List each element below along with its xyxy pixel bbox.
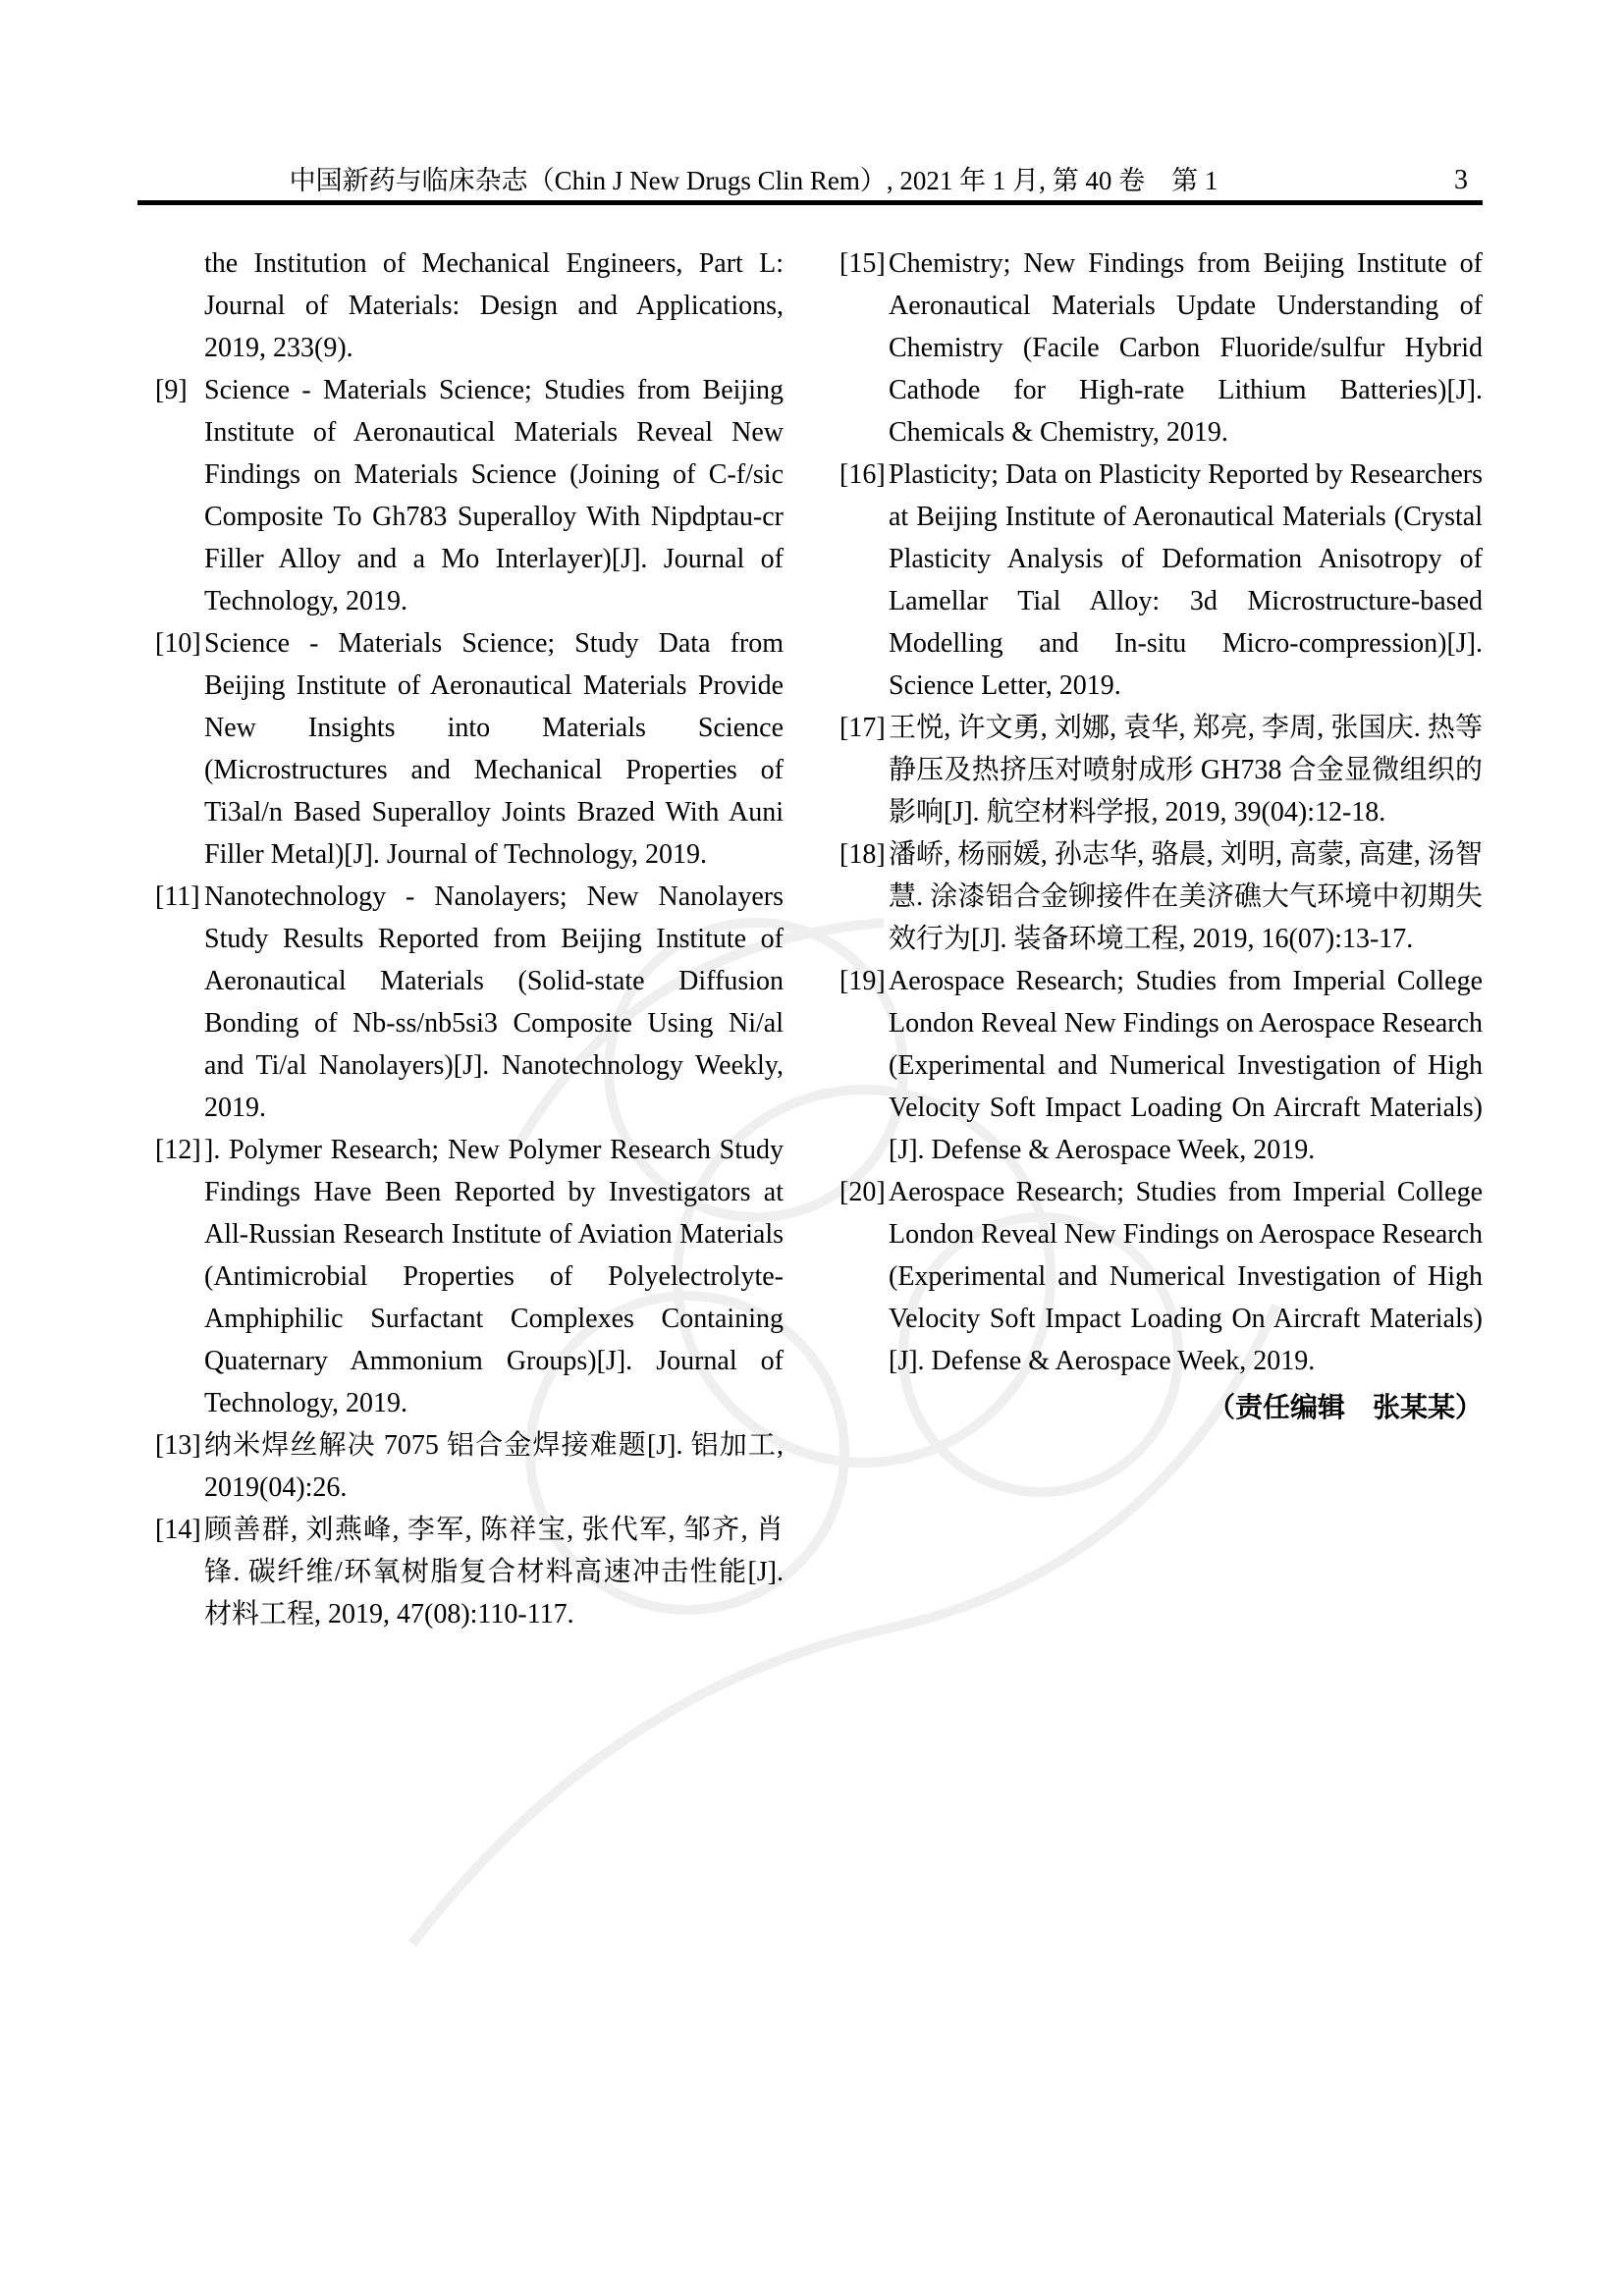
- journal-title-line: 中国新药与临床杂志（Chin J New Drugs Clin Rem）, 2021 年 1 月, 第 40 卷 第 1: [289, 166, 1218, 195]
- reference-label: [14]: [155, 1515, 201, 1545]
- reference-text: Nanotechnology - Nanolayers; New Nanolayers Study Results Reported from Beijing Institute of Aeronautical Materials (Solid-state Diffusion Bonding of Nb-ss/nb5si3 Composite Using Ni/al and Ti/al Nanolayers)[J]. Nanotechnology Weekly, 2019.: [204, 881, 784, 1123]
- reference-text: 王悦, 许文勇, 刘娜, 袁华, 郑亮, 李周, 张国庆. 热等静压及热挤压对喷射成形 GH738 合金显微组织的影响[J]. 航空材料学报, 2019, 39(04):12-18.: [889, 713, 1483, 828]
- reference-text: 潘峤, 杨丽媛, 孙志华, 骆晨, 刘明, 高蒙, 高建, 汤智慧. 涂漆铝合金铆接件在美济礁大气环境中初期失效行为[J]. 装备环境工程, 2019, 16(07):13-17.: [889, 839, 1483, 954]
- reference-text: Plasticity; Data on Plasticity Reported by Researchers at Beijing Institute of Aeronautical Materials (Crystal Plasticity Analysis of Deformation Anisotropy of Lamellar Tial Alloy: 3d Microstructure-based Modelling and In-situ Micro-compression)[J]. Science Letter, 2019.: [889, 459, 1483, 701]
- reference-text: the Institution of Mechanical Engineers, Part L: Journal of Materials: Design and Applications, 2019, 233(9).: [204, 248, 784, 363]
- reference-text: 纳米焊丝解决 7075 铝合金焊接难题[J]. 铝加工, 2019(04):26.: [204, 1430, 784, 1503]
- reference-item: [155, 1129, 784, 1424]
- reference-label: [18]: [839, 839, 886, 870]
- reference-label: [9]: [155, 375, 188, 405]
- references-left-column: [155, 242, 784, 1635]
- reference-text: Chemistry; New Findings from Beijing Institute of Aeronautical Materials Update Understanding of Chemistry (Facile Carbon Fluoride/sulfur Hybrid Cathode for High-rate Lithium Batteries)[J]. Chemicals & Chemistry, 2019.: [889, 248, 1483, 448]
- references-right-list: [839, 242, 1483, 1382]
- reference-item: [155, 1509, 784, 1635]
- reference-item: [155, 242, 784, 369]
- page-number: 3: [1454, 165, 1468, 195]
- reference-label: [16]: [839, 459, 886, 490]
- reference-text: Aerospace Research; Studies from Imperial College London Reveal New Findings on Aerospace Research (Experimental and Numerical Investigation of High Velocity Soft Impact Loading On Aircraft Materials)[J]. Defense & Aerospace Week, 2019.: [889, 1177, 1483, 1376]
- reference-text: Science - Materials Science; Studies from Beijing Institute of Aeronautical Materials Reveal New Findings on Materials Science (Joining of C-f/sic Composite To Gh783 Superalloy With Nipdptau-cr Filler Alloy and a Mo Interlayer)[J]. Journal of Technology, 2019.: [204, 375, 784, 616]
- reference-item: [839, 242, 1483, 454]
- reference-item: [839, 833, 1483, 960]
- references-right-column: [839, 242, 1483, 1635]
- reference-label: [17]: [839, 713, 886, 743]
- reference-item: [839, 454, 1483, 707]
- reference-label: [19]: [839, 966, 886, 996]
- reference-text: 顾善群, 刘燕峰, 李军, 陈祥宝, 张代军, 邹齐, 肖锋. 碳纤维/环氧树脂复合材料高速冲击性能[J]. 材料工程, 2019, 47(08):110-117.: [204, 1515, 784, 1629]
- references-section: [155, 242, 1483, 1635]
- reference-item: [155, 369, 784, 622]
- reference-label: [13]: [155, 1430, 201, 1461]
- reference-text: Science - Materials Science; Study Data from Beijing Institute of Aeronautical Materials Provide New Insights into Materials Science (Microstructures and Mechanical Properties of Ti3al/n Based Superalloy Joints Brazed With Auni Filler Metal)[J]. Journal of Technology, 2019.: [204, 628, 784, 870]
- reference-label: [12]: [155, 1135, 201, 1165]
- reference-item: [839, 1171, 1483, 1382]
- header-rule: [137, 200, 1483, 205]
- reference-text: Aerospace Research; Studies from Imperial College London Reveal New Findings on Aerospace Research (Experimental and Numerical Investigation of High Velocity Soft Impact Loading On Aircraft Materials)[J]. Defense & Aerospace Week, 2019.: [889, 966, 1483, 1165]
- reference-item: [155, 622, 784, 876]
- reference-label: [15]: [839, 248, 886, 279]
- reference-item: [155, 1424, 784, 1509]
- reference-text: ]. Polymer Research; New Polymer Research Study Findings Have Been Reported by Investigators at All-Russian Research Institute of Aviation Materials (Antimicrobial Properties of Polyelectrolyte-Amphiphilic Surfactant Complexes Containing Quaternary Ammonium Groups)[J]. Journal of Technology, 2019.: [204, 1135, 784, 1418]
- editor-note: （责任编辑 张某某）: [1207, 1392, 1483, 1422]
- reference-label: [20]: [839, 1177, 886, 1207]
- reference-item: [155, 876, 784, 1129]
- page-header: [137, 163, 1483, 198]
- reference-item: [839, 960, 1483, 1171]
- reference-label: [11]: [155, 881, 200, 912]
- reference-label: [10]: [155, 628, 201, 659]
- reference-item: [839, 707, 1483, 833]
